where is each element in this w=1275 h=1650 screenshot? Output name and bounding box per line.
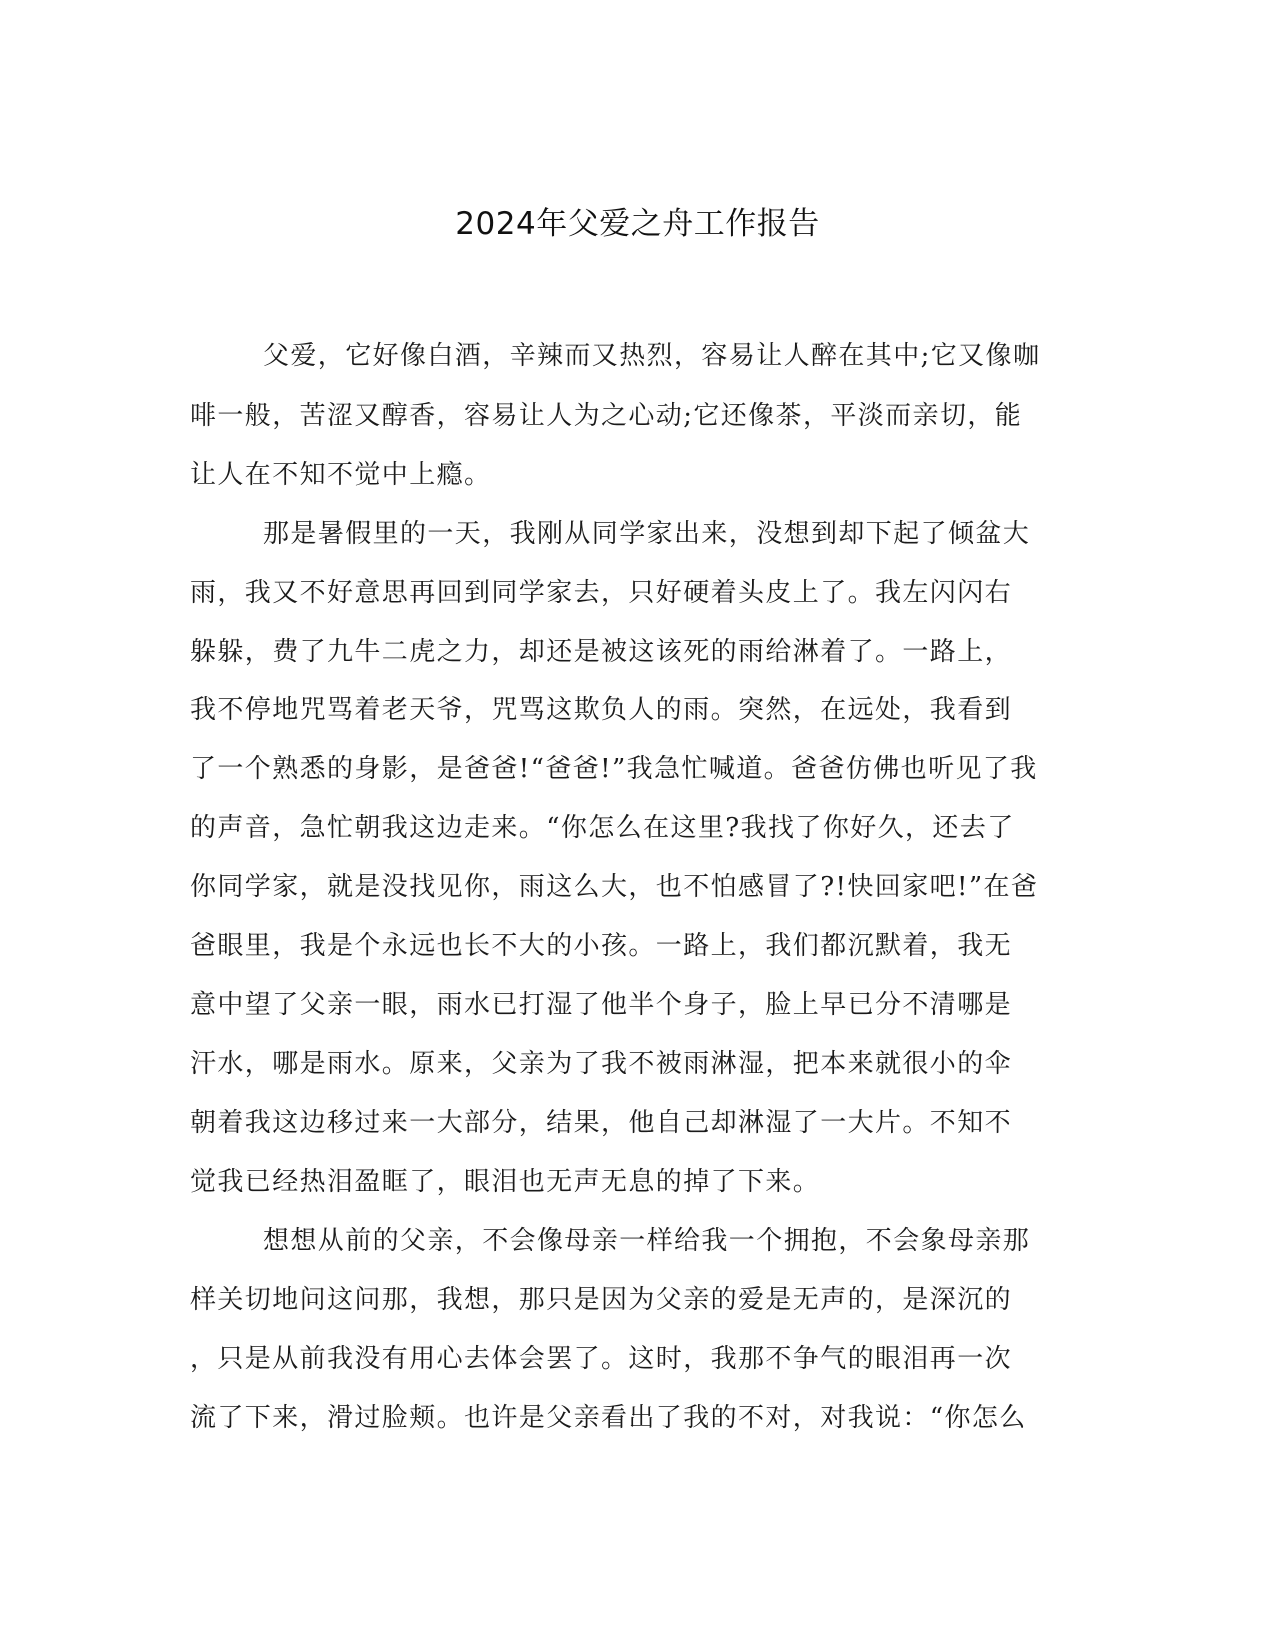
paragraph-2-line-6: 的声音，急忙朝我这边走来。“你怎么在这里?我找了你好久，还去了 <box>190 813 1015 843</box>
document-title: 2024年父爱之舟工作报告 <box>455 206 820 242</box>
paragraph-3-line-4: 流了下来，滑过脸颊。也许是父亲看出了我的不对，对我说：“你怎么 <box>190 1403 1027 1433</box>
paragraph-1-line-1: 父爱，它好像白酒，辛辣而又热烈，容易让人醉在其中;它又像咖 <box>263 341 1041 371</box>
paragraph-2-line-12: 觉我已经热泪盈眶了，眼泪也无声无息的掉了下来。 <box>190 1167 821 1197</box>
paragraph-2-line-1: 那是暑假里的一天，我刚从同学家出来，没想到却下起了倾盆大 <box>263 519 1031 549</box>
paragraph-2-line-11: 朝着我这边移过来一大部分，结果，他自己却淋湿了一大片。不知不 <box>190 1108 1013 1138</box>
paragraph-2-line-3: 躲躲，费了九牛二虎之力，却还是被这该死的雨给淋着了。一路上， <box>190 637 1013 667</box>
paragraph-2-line-5: 了一个熟悉的身影，是爸爸!“爸爸!”我急忙喊道。爸爸仿佛也听见了我 <box>190 754 1038 784</box>
paragraph-2-line-10: 汗水，哪是雨水。原来，父亲为了我不被雨淋湿，把本来就很小的伞 <box>190 1049 1013 1079</box>
paragraph-1-line-2: 啡一般，苦涩又醇香，容易让人为之心动;它还像茶，平淡而亲切，能 <box>190 401 1023 431</box>
paragraph-2-line-4: 我不停地咒骂着老天爷，咒骂这欺负人的雨。突然，在远处，我看到 <box>190 695 1013 725</box>
paragraph-3-line-2: 样关切地问这问那，我想，那只是因为父亲的爱是无声的，是深沉的 <box>190 1285 1013 1315</box>
paragraph-3-line-3: ，只是从前我没有用心去体会罢了。这时，我那不争气的眼泪再一次 <box>190 1344 1013 1374</box>
paragraph-2-line-8: 爸眼里，我是个永远也长不大的小孩。一路上，我们都沉默着，我无 <box>190 931 1013 961</box>
paragraph-1-line-3: 让人在不知不觉中上瘾。 <box>190 460 492 490</box>
paragraph-2-line-2: 雨，我又不好意思再回到同学家去，只好硬着头皮上了。我左闪闪右 <box>190 578 1013 608</box>
paragraph-2-line-7: 你同学家，就是没找见你，雨这么大，也不怕感冒了?!快回家吧!”在爸 <box>190 872 1039 902</box>
paragraph-3-line-1: 想想从前的父亲，不会像母亲一样给我一个拥抱，不会象母亲那 <box>263 1226 1031 1256</box>
paragraph-2-line-9: 意中望了父亲一眼，雨水已打湿了他半个身子，脸上早已分不清哪是 <box>190 990 1013 1020</box>
